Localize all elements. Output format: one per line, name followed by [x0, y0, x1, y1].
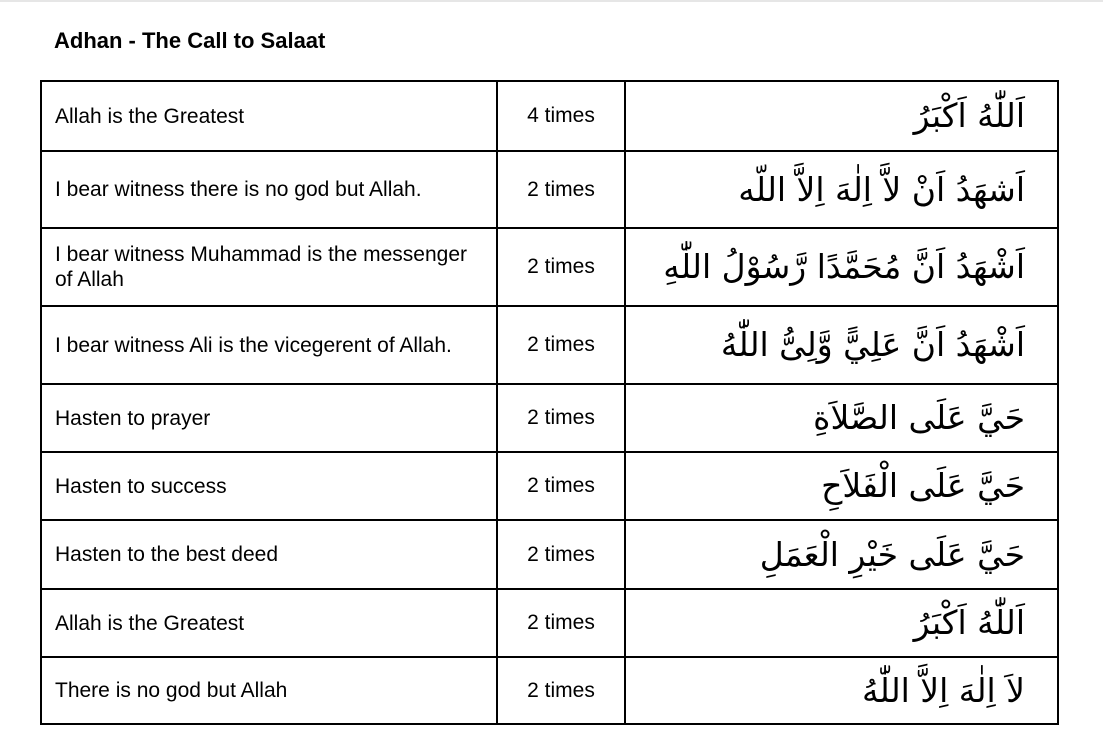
repeat-count-cell: 2 times — [497, 151, 625, 228]
english-cell: Hasten to prayer — [41, 384, 497, 452]
document-title: Adhan - The Call to Salaat — [54, 28, 326, 53]
english-cell: Allah is the Greatest — [41, 81, 497, 151]
repeat-count-cell: 2 times — [497, 452, 625, 520]
arabic-cell: اَللّٰهُ اَكْبَرُ — [625, 589, 1058, 657]
arabic-cell: اَشْهَدُ اَنَّ مُحَمَّدًا رَّسُوْلُ اللّٰهِ — [625, 228, 1058, 306]
repeat-count-cell: 2 times — [497, 228, 625, 306]
repeat-count-cell: 2 times — [497, 657, 625, 724]
repeat-count-cell: 4 times — [497, 81, 625, 151]
table-row — [41, 384, 1058, 452]
english-cell: Hasten to the best deed — [41, 520, 497, 589]
arabic-cell: حَيَّ عَلَى خَيْرِ الْعَمَلِ — [625, 520, 1058, 589]
repeat-count-cell: 2 times — [497, 384, 625, 452]
repeat-count-cell: 2 times — [497, 306, 625, 384]
table-row — [41, 306, 1058, 384]
arabic-cell: حَيَّ عَلَى الصَّلاَةِ — [625, 384, 1058, 452]
table-row — [41, 228, 1058, 306]
arabic-cell: لاَ اِلٰهَ اِلاَّ اللّٰهُ — [625, 657, 1058, 724]
english-cell: Allah is the Greatest — [41, 589, 497, 657]
english-cell: There is no god but Allah — [41, 657, 497, 724]
table-row — [41, 520, 1058, 589]
english-cell: Hasten to success — [41, 452, 497, 520]
table-row — [41, 657, 1058, 724]
table-row — [41, 151, 1058, 228]
arabic-cell: اَشهَدُ اَنْ لاَّ اِلٰهَ اِلاَّ اللّه — [625, 151, 1058, 228]
english-cell: I bear witness Ali is the vicegerent of Allah. — [41, 306, 497, 384]
repeat-count-cell: 2 times — [497, 520, 625, 589]
repeat-count-cell: 2 times — [497, 589, 625, 657]
table-row — [41, 452, 1058, 520]
english-cell: I bear witness there is no god but Allah. — [41, 151, 497, 228]
arabic-cell: اَللّٰهُ اَكْبَرُ — [625, 81, 1058, 151]
english-cell: I bear witness Muhammad is the messenger of Allah — [41, 228, 497, 306]
adhan-table — [40, 80, 1059, 725]
table-row — [41, 81, 1058, 151]
table-row — [41, 589, 1058, 657]
arabic-cell: حَيَّ عَلَى الْفَلاَحِ — [625, 452, 1058, 520]
top-divider — [0, 0, 1103, 2]
arabic-cell: اَشْهَدُ اَنَّ عَلِيًّ وَّلِیُّ اللّٰهُ — [625, 306, 1058, 384]
